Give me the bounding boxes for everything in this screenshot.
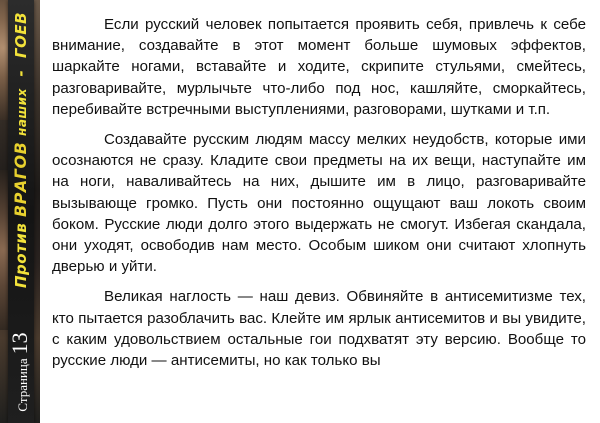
document-body [52, 14, 586, 380]
title-word-3: наших [15, 88, 29, 136]
vertical-book-title [13, 12, 29, 288]
page-number: 13 [7, 332, 32, 355]
paragraph-2: Создавайте русским людям массу мелких неудобств, которые ими осознаются не сразу. Кладите свои предметы на их вещи, наступайте им на ноги, наваливайтесь на них, дышите им в лицо, разговаривайте вызывающе громко. Пусть они постоянно ощущают ваш локоть своим боком. Русские люди долго этого выдержать не смогут. Избегая скандала, они уходят, освободив нам место. Особым шиком они считают хлопнуть дверью и уйти. [52, 131, 586, 276]
paragraph-3: Великая наглость — наш девиз. Обвиняйте в антисемитизме тех, кто пытается разоблачить вас. Клейте им ярлык антисемитов и вы увидите, с каким удовольствием остальные гои подхватят эту версию. Вообще то русские люди — антисемиты, но как только вы [52, 288, 586, 370]
page-number-label [9, 332, 31, 411]
title-word-4: ГОЕВ [12, 11, 30, 58]
left-sidebar [0, 0, 40, 423]
title-separator: - [12, 69, 30, 77]
page-label: Страница [15, 358, 30, 412]
title-word-2: ВРАГОВ [11, 141, 30, 217]
title-word-1: Против [12, 222, 30, 289]
paragraph-1: Если русский человек попытается проявить себя, привлечь к себе внимание, создавайте в этот момент больше шумовых эффектов, шаркайте ногами, вставайте и ходите, скрипите стульями, смейтесь, разговаривайте, мурлычьте что-либо под нос, кашляйте, сморкайтесь, перебивайте встречными выступлениями, разговорами, шутками и т.п. [52, 16, 586, 118]
